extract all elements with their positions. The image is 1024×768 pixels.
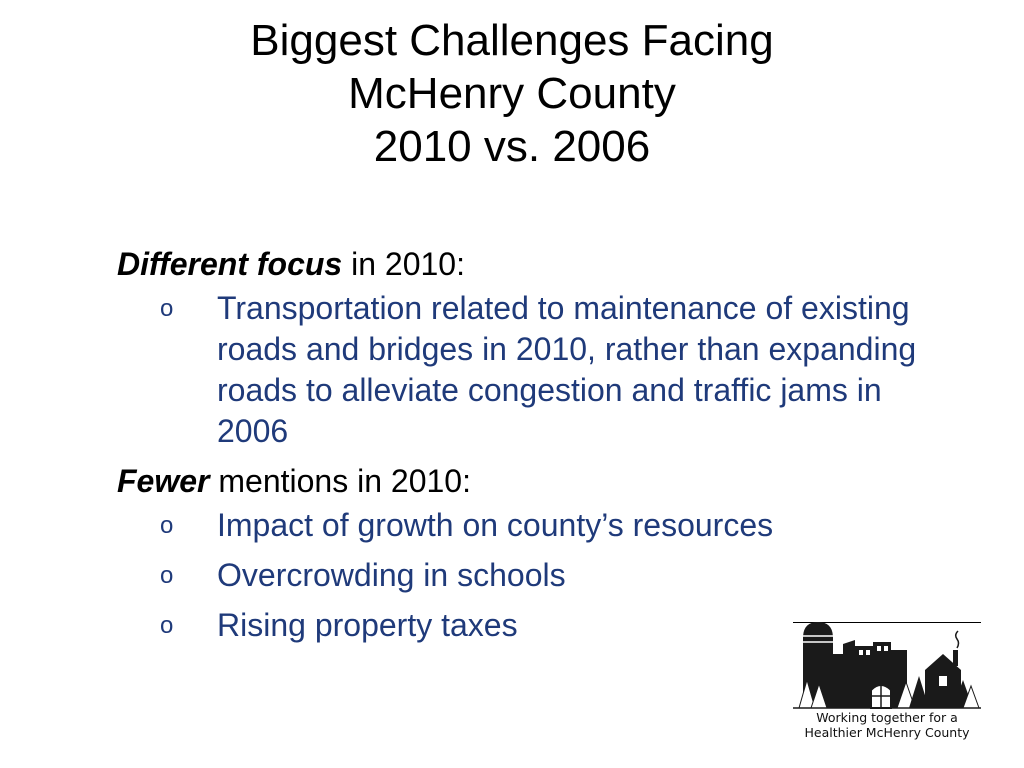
bullet-text: Overcrowding in schools (217, 557, 566, 593)
bullet-item (117, 288, 937, 452)
bullet-item (117, 555, 937, 596)
section-heading-emphasis: Fewer (117, 463, 210, 499)
bullet-text: Rising property taxes (217, 607, 518, 643)
title-line-3: 2010 vs. 2006 (373, 122, 651, 171)
section-heading-different-focus (117, 244, 937, 284)
bullet-text: Transportation related to maintenance of existing roads and bridges in 2010, rather than expanding roads to alleviate congestion and traffic jams in 2006 (217, 290, 917, 449)
section-heading-fewer (117, 461, 937, 501)
title-line-2: McHenry County (348, 69, 676, 118)
bullet-marker-icon: o (160, 295, 174, 322)
title-line-1: Biggest Challenges Facing (250, 16, 774, 65)
section-heading-rest: in 2010: (342, 246, 465, 282)
logo-caption-line-2: Healthier McHenry County (804, 725, 970, 740)
bullet-text: Impact of growth on county’s resources (217, 507, 774, 543)
section-heading-rest: mentions in 2010: (209, 463, 471, 499)
bullet-list-different-focus (117, 288, 937, 452)
slide-body (117, 244, 937, 655)
bullet-marker-icon: o (160, 562, 174, 589)
bullet-item (117, 505, 937, 546)
logo-caption (793, 710, 981, 740)
county-skyline-logo-icon (793, 620, 981, 712)
bullet-marker-icon: o (160, 612, 174, 639)
section-heading-emphasis: Different focus (117, 246, 343, 282)
slide-title (0, 14, 1024, 173)
bullet-marker-icon: o (160, 512, 174, 539)
logo-caption-line-1: Working together for a (816, 710, 958, 725)
county-logo (793, 620, 981, 746)
